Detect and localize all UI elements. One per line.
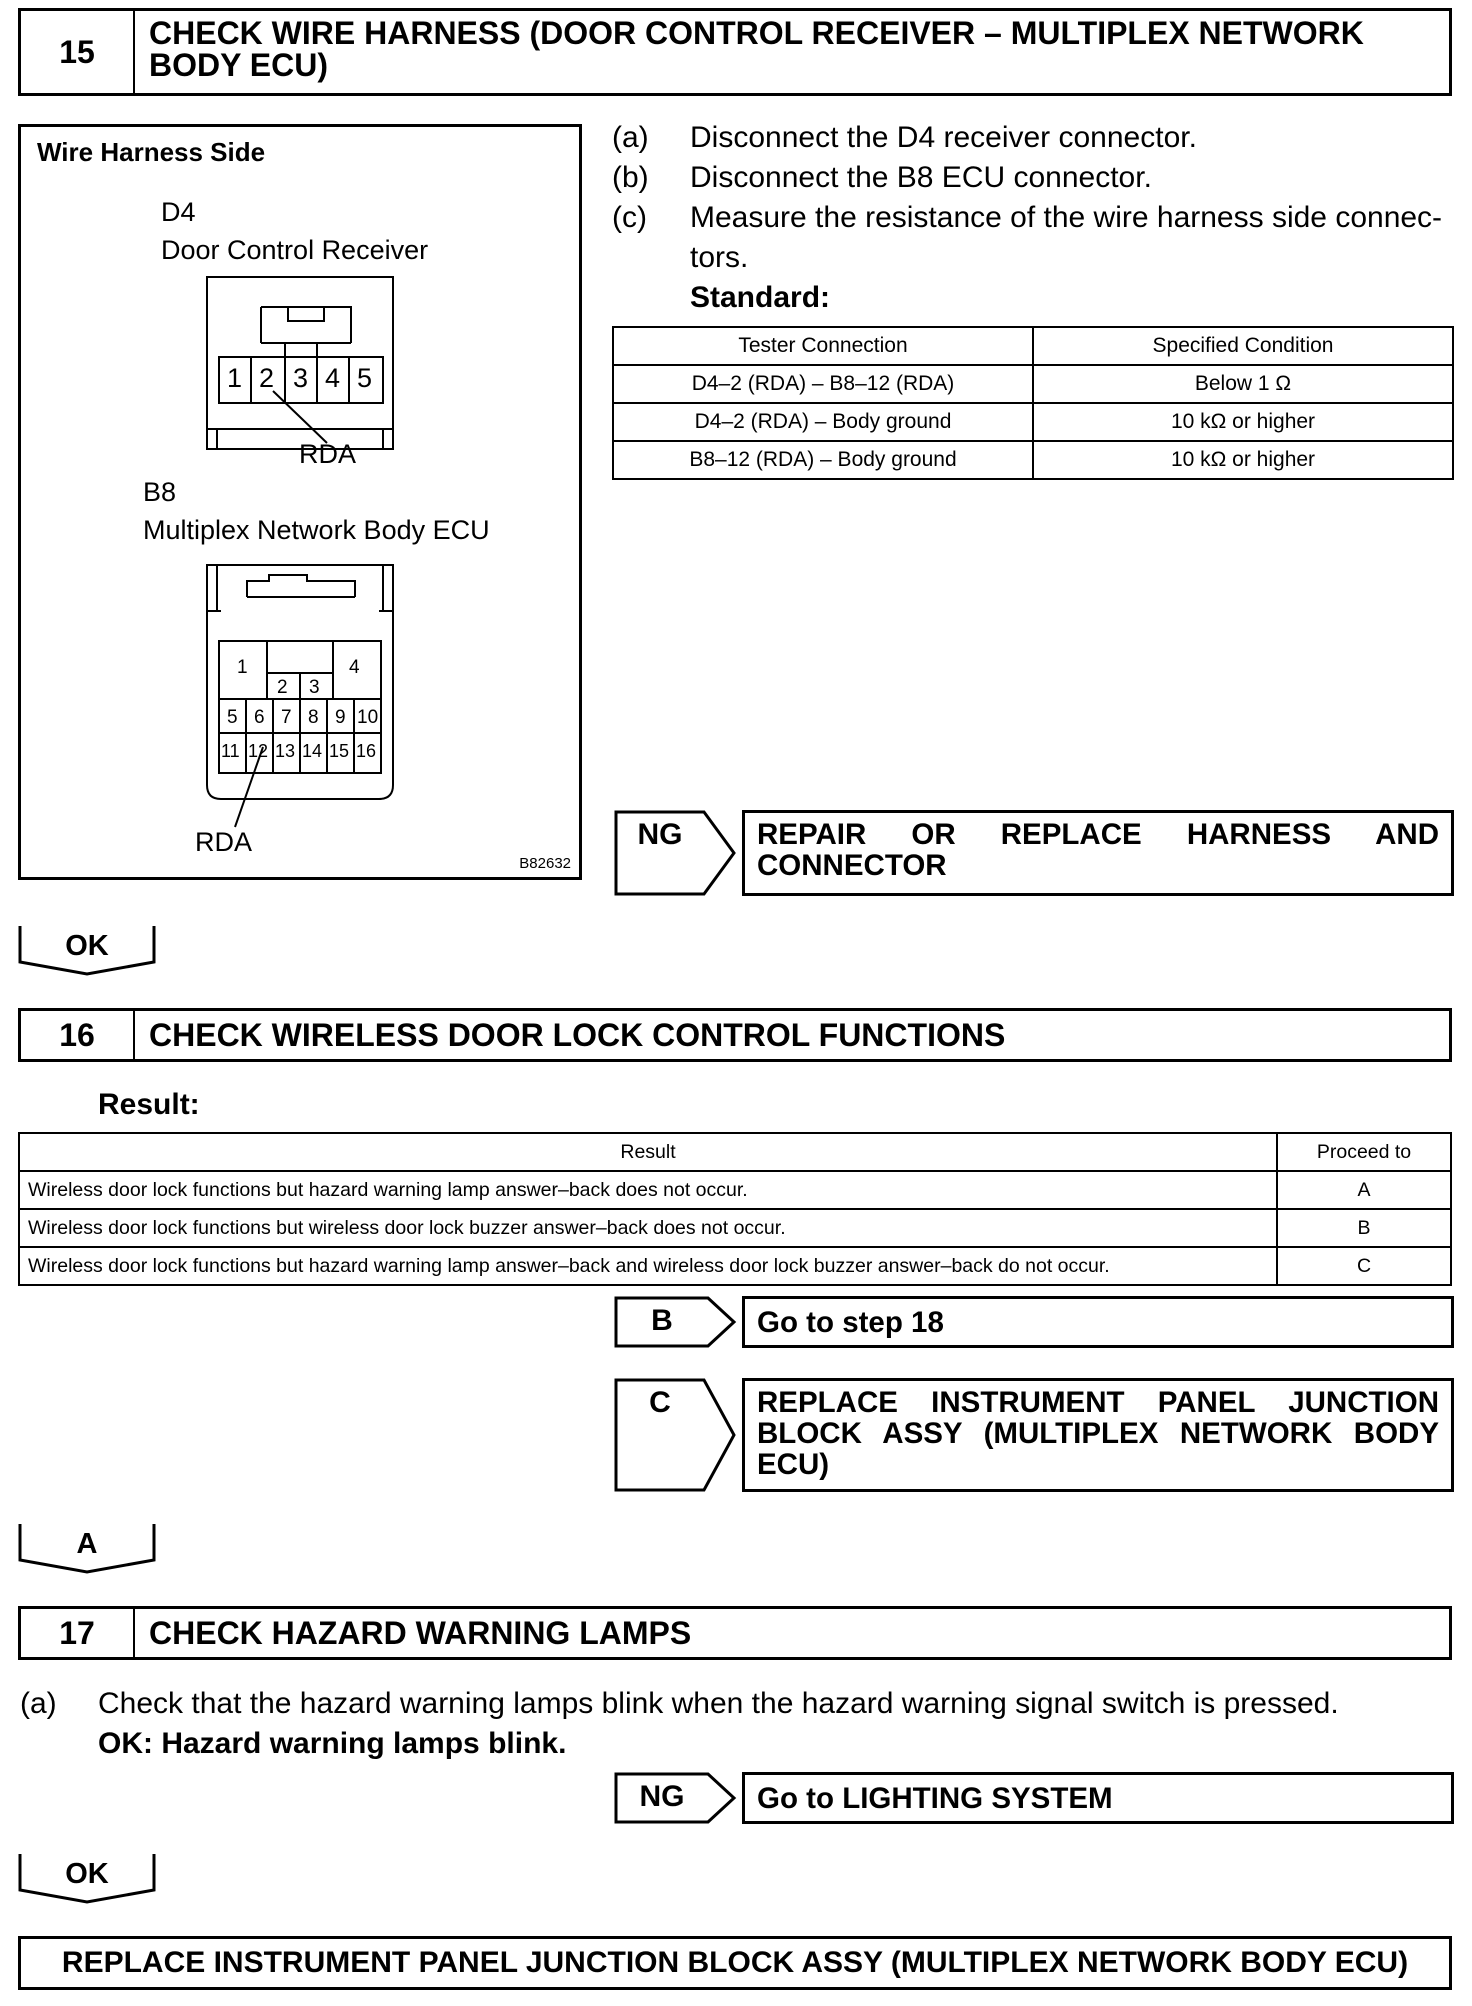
- ok-label: OK: [65, 930, 109, 962]
- b8-pin-3: 3: [309, 677, 320, 698]
- table-row: [613, 441, 1453, 479]
- step-17-instruction: [20, 1684, 1460, 1768]
- b8-pin-4: 4: [349, 657, 360, 678]
- table-cell: C: [1277, 1247, 1451, 1285]
- table-header: Proceed to: [1277, 1133, 1451, 1171]
- step-title: [135, 11, 1449, 93]
- diagram-heading: Wire Harness Side: [37, 137, 266, 167]
- table-cell: Wireless door lock functions but wireless door lock buzzer answer–back does not occur.: [19, 1209, 1277, 1247]
- table-cell: B8–12 (RDA) – Body ground: [613, 441, 1033, 479]
- step-number: 15: [21, 11, 135, 93]
- table-row: [19, 1171, 1451, 1209]
- d4-pin-1: 1: [227, 363, 243, 393]
- instruction-label: (a): [612, 121, 649, 154]
- table-header: Result: [19, 1133, 1277, 1171]
- step-title-line: CHECK WIRE HARNESS (DOOR CONTROL RECEIVER – MULTIPLEX NETWORK: [149, 15, 1364, 51]
- instruction-label: (c): [612, 201, 647, 234]
- b8-connector-drawing: [21, 127, 585, 883]
- b8-pin-8: 8: [308, 707, 319, 728]
- ok-condition: OK: Hazard warning lamps blink.: [98, 1727, 567, 1760]
- step-15-header: [18, 8, 1452, 96]
- ng-action: Go to LIGHTING SYSTEM: [742, 1772, 1454, 1824]
- instruction-text: Disconnect the B8 ECU connector.: [690, 161, 1152, 194]
- table-cell: D4–2 (RDA) – Body ground: [613, 403, 1033, 441]
- table-cell: D4–2 (RDA) – B8–12 (RDA): [613, 365, 1033, 403]
- d4-code: D4: [161, 197, 196, 227]
- ok-tab: [18, 1852, 156, 1904]
- b8-name: Multiplex Network Body ECU: [143, 515, 490, 545]
- b8-pin-12: 12: [248, 741, 269, 761]
- b8-rda-label: RDA: [195, 827, 253, 857]
- connector-diagram: [18, 124, 582, 880]
- table-cell: A: [1277, 1171, 1451, 1209]
- ok-label: OK: [65, 1858, 109, 1890]
- spec-table: [612, 326, 1454, 480]
- d4-pin-2: 2: [259, 363, 275, 393]
- table-header: Specified Condition: [1033, 327, 1453, 365]
- step-title: CHECK HAZARD WARNING LAMPS: [149, 1615, 692, 1651]
- b8-pin-1: 1: [237, 657, 248, 678]
- ng-code: NG: [639, 1780, 685, 1813]
- table-cell: 10 kΩ or higher: [1033, 403, 1453, 441]
- table-row: [613, 365, 1453, 403]
- result-label: Result:: [98, 1088, 200, 1121]
- b8-pin-11: 11: [221, 741, 240, 761]
- instruction-label: (b): [612, 161, 649, 194]
- b8-pin-5: 5: [227, 707, 238, 728]
- figure-id: B82632: [519, 855, 571, 872]
- table-header: Tester Connection: [613, 327, 1033, 365]
- b8-pin-6: 6: [254, 707, 265, 728]
- branch-c-action-line: REPLACE INSTRUMENT PANEL JUNCTION: [757, 1386, 1439, 1419]
- ng-action-line: REPAIR OR REPLACE HARNESS AND: [757, 818, 1439, 851]
- b8-pin-13: 13: [275, 741, 296, 761]
- final-action-box: REPLACE INSTRUMENT PANEL JUNCTION BLOCK ASSY (MULTIPLEX NETWORK BODY ECU): [18, 1936, 1452, 1990]
- b8-pin-15: 15: [329, 741, 350, 761]
- step-number: 17: [21, 1609, 135, 1657]
- ng-action-box: [742, 810, 1454, 896]
- branch-b-action: Go to step 18: [742, 1296, 1454, 1348]
- step-number: 16: [21, 1011, 135, 1059]
- instruction-label: (a): [20, 1687, 57, 1720]
- step-title: CHECK WIRELESS DOOR LOCK CONTROL FUNCTIONS: [149, 1017, 1006, 1053]
- b8-code: B8: [143, 477, 177, 507]
- d4-rda-label: RDA: [299, 439, 357, 469]
- ok-tab: [18, 924, 156, 976]
- table-cell: 10 kΩ or higher: [1033, 441, 1453, 479]
- table-header-row: [613, 327, 1453, 365]
- branch-c-code: C: [649, 1386, 671, 1419]
- b8-pin-9: 9: [335, 707, 346, 728]
- branch-c-action-box: [742, 1378, 1454, 1492]
- b8-pin-16: 16: [356, 741, 377, 761]
- table-cell: Wireless door lock functions but hazard warning lamp answer–back does not occur.: [19, 1171, 1277, 1209]
- table-row: [613, 403, 1453, 441]
- table-cell: Wireless door lock functions but hazard warning lamp answer–back and wireless door lock buzzer answer–back do not occur.: [19, 1247, 1277, 1285]
- instruction-text: Check that the hazard warning lamps blink when the hazard warning signal switch is pressed.: [98, 1687, 1339, 1720]
- a-label: A: [76, 1528, 98, 1560]
- d4-pin-4: 4: [325, 363, 341, 393]
- b8-pin-10: 10: [357, 707, 379, 728]
- step-title-line: BODY ECU): [149, 47, 328, 83]
- table-header-row: [19, 1133, 1451, 1171]
- result-table: [18, 1132, 1452, 1286]
- table-row: [19, 1247, 1451, 1285]
- table-row: [19, 1209, 1451, 1247]
- b8-pin-14: 14: [302, 741, 323, 761]
- d4-name: Door Control Receiver: [161, 235, 429, 265]
- d4-pin-5: 5: [357, 363, 373, 393]
- instruction-text: tors.: [690, 241, 749, 274]
- instruction-text: Measure the resistance of the wire harness side connec-: [690, 201, 1443, 234]
- b8-pin-2: 2: [277, 677, 288, 698]
- a-tab: [18, 1522, 156, 1574]
- step-15-instructions: [612, 118, 1458, 318]
- d4-pin-3: 3: [293, 363, 309, 393]
- step-16-header: [18, 1008, 1452, 1062]
- table-cell: B: [1277, 1209, 1451, 1247]
- step-17-header: [18, 1606, 1452, 1660]
- branch-b-code: B: [651, 1304, 673, 1337]
- instruction-text: Disconnect the D4 receiver connector.: [690, 121, 1197, 154]
- b8-pin-7: 7: [281, 707, 292, 728]
- ng-action-line: CONNECTOR: [757, 849, 947, 882]
- ng-code: NG: [637, 818, 683, 851]
- branch-c-action-line: ECU): [757, 1448, 830, 1481]
- branch-c-action-line: BLOCK ASSY (MULTIPLEX NETWORK BODY: [757, 1417, 1439, 1450]
- table-cell: Below 1 Ω: [1033, 365, 1453, 403]
- standard-label: Standard:: [690, 281, 831, 314]
